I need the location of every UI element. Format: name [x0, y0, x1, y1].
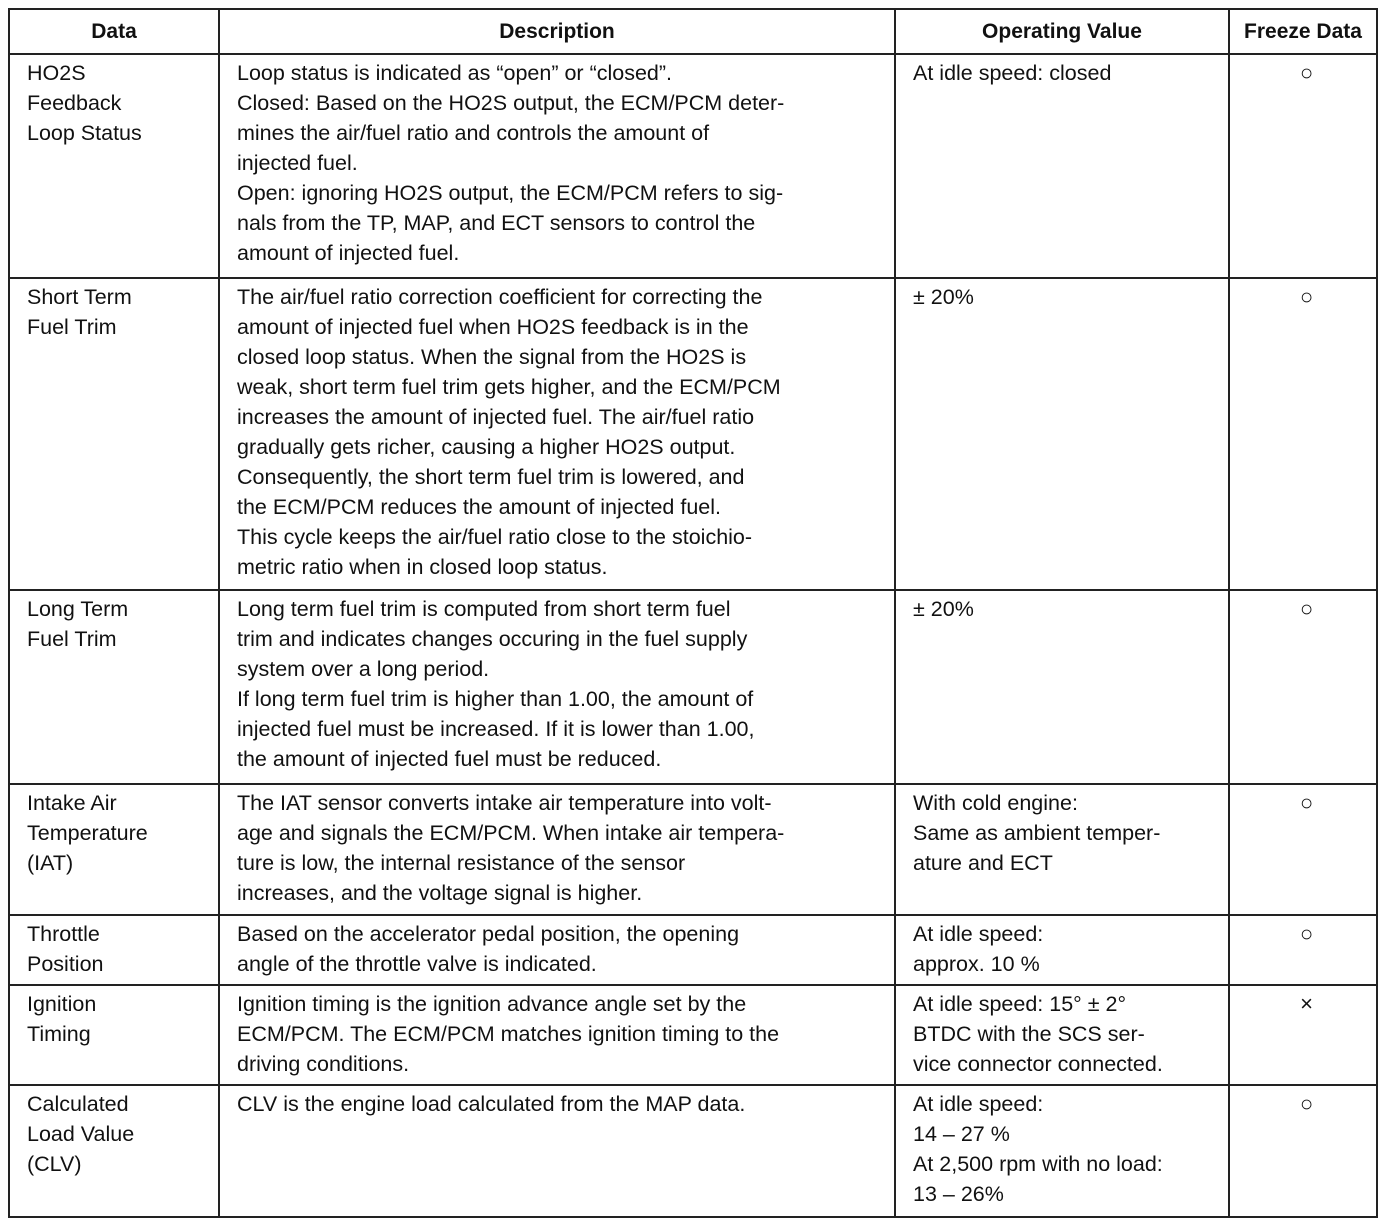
operating-value-cell-line: With cold engine: — [913, 791, 1078, 815]
table-row — [9, 1085, 1377, 1217]
description-cell-line: injected fuel must be increased. If it is lower than 1.00, — [237, 717, 755, 741]
header-freeze-data: Freeze Data — [1229, 9, 1377, 54]
data-cell-line: Throttle — [27, 922, 100, 946]
description-cell-line: angle of the throttle valve is indicated. — [237, 952, 597, 976]
data-cell-line: (CLV) — [27, 1152, 82, 1176]
description-cell-line: Loop status is indicated as “open” or “closed”. — [237, 61, 673, 85]
operating-value-cell — [895, 915, 1229, 985]
data-cell-line: Loop Status — [27, 121, 142, 145]
description-cell-line: ture is low, the internal resistance of the sensor — [237, 851, 686, 875]
description-cell-line: metric ratio when in closed loop status. — [237, 555, 608, 579]
circle-icon: ○ — [1299, 921, 1314, 946]
data-cell — [9, 278, 219, 590]
operating-value-cell-line: BTDC with the SCS ser- — [913, 1022, 1145, 1046]
operating-value-cell-line: ± 20% — [913, 285, 974, 309]
description-cell-line: If long term fuel trim is higher than 1.00, the amount of — [237, 687, 754, 711]
description-cell-line: ECM/PCM. The ECM/PCM matches ignition timing to the — [237, 1022, 780, 1046]
data-cell-line: Position — [27, 952, 104, 976]
operating-value-cell-line: At 2,500 rpm with no load: — [913, 1152, 1163, 1176]
data-cell-line: Temperature — [27, 821, 148, 845]
header-row — [9, 9, 1377, 54]
freeze-data-cell — [1229, 1085, 1377, 1217]
description-cell-line: increases, and the voltage signal is higher. — [237, 881, 643, 905]
description-cell-line: system over a long period. — [237, 657, 490, 681]
operating-value-cell-line: Same as ambient temper- — [913, 821, 1161, 845]
operating-value-cell-line: At idle speed: — [913, 1092, 1044, 1116]
circle-icon: ○ — [1299, 60, 1314, 85]
description-cell-line: Open: ignoring HO2S output, the ECM/PCM refers to sig- — [237, 181, 784, 205]
data-cell — [9, 985, 219, 1085]
operating-value-cell — [895, 784, 1229, 915]
operating-value-cell — [895, 985, 1229, 1085]
header-operating-value: Operating Value — [895, 9, 1229, 54]
description-cell-line: The air/fuel ratio correction coefficient for correcting the — [237, 285, 763, 309]
description-cell-line: amount of injected fuel when HO2S feedback is in the — [237, 315, 749, 339]
description-cell — [219, 278, 895, 590]
operating-value-cell-line: 14 – 27 % — [913, 1122, 1010, 1146]
operating-value-cell — [895, 590, 1229, 784]
description-cell-line: the ECM/PCM reduces the amount of injected fuel. — [237, 495, 721, 519]
data-cell — [9, 590, 219, 784]
description-cell-line: This cycle keeps the air/fuel ratio close to the stoichio- — [237, 525, 753, 549]
freeze-data-cell — [1229, 985, 1377, 1085]
description-cell-line: mines the air/fuel ratio and controls the amount of — [237, 121, 710, 145]
data-cell-line: Fuel Trim — [27, 315, 117, 339]
data-cell-line: Timing — [27, 1022, 91, 1046]
description-cell-line: Closed: Based on the HO2S output, the ECM/PCM deter- — [237, 91, 785, 115]
freeze-data-table — [8, 8, 1378, 1218]
table-row — [9, 278, 1377, 590]
description-cell-line: injected fuel. — [237, 151, 358, 175]
data-cell — [9, 54, 219, 278]
table-row — [9, 985, 1377, 1085]
operating-value-cell-line: At idle speed: closed — [913, 61, 1112, 85]
freeze-data-cell — [1229, 590, 1377, 784]
data-cell — [9, 1085, 219, 1217]
circle-icon: ○ — [1299, 284, 1314, 309]
operating-value-cell-line: At idle speed: — [913, 922, 1044, 946]
table-row — [9, 54, 1377, 278]
description-cell — [219, 985, 895, 1085]
description-cell — [219, 784, 895, 915]
freeze-data-cell — [1229, 915, 1377, 985]
data-cell-line: Short Term — [27, 285, 132, 309]
operating-value-cell-line: At idle speed: 15° ± 2° — [913, 992, 1127, 1016]
data-cell — [9, 784, 219, 915]
description-cell-line: nals from the TP, MAP, and ECT sensors to control the — [237, 211, 756, 235]
description-cell-line: trim and indicates changes occuring in the fuel supply — [237, 627, 748, 651]
description-cell-line: amount of injected fuel. — [237, 241, 460, 265]
circle-icon: ○ — [1299, 790, 1314, 815]
operating-value-cell-line: vice connector connected. — [913, 1052, 1163, 1076]
table-row — [9, 590, 1377, 784]
operating-value-cell-line: ature and ECT — [913, 851, 1053, 875]
description-cell-line: The IAT sensor converts intake air temperature into volt- — [237, 791, 772, 815]
description-cell-line: CLV is the engine load calculated from the MAP data. — [237, 1092, 746, 1116]
table-row — [9, 915, 1377, 985]
description-cell-line: Consequently, the short term fuel trim is lowered, and — [237, 465, 745, 489]
description-cell-line: Long term fuel trim is computed from short term fuel — [237, 597, 731, 621]
description-cell-line: Ignition timing is the ignition advance angle set by the — [237, 992, 747, 1016]
freeze-data-cell — [1229, 278, 1377, 590]
description-cell — [219, 54, 895, 278]
data-cell — [9, 915, 219, 985]
operating-value-cell-line: approx. 10 % — [913, 952, 1040, 976]
operating-value-cell — [895, 278, 1229, 590]
circle-icon: ○ — [1299, 596, 1314, 621]
description-cell-line: gradually gets richer, causing a higher HO2S output. — [237, 435, 736, 459]
operating-value-cell-line: ± 20% — [913, 597, 974, 621]
data-cell-line: Load Value — [27, 1122, 135, 1146]
description-cell — [219, 1085, 895, 1217]
description-cell — [219, 915, 895, 985]
description-cell-line: the amount of injected fuel must be reduced. — [237, 747, 662, 771]
data-cell-line: Long Term — [27, 597, 129, 621]
operating-value-cell — [895, 1085, 1229, 1217]
operating-value-cell — [895, 54, 1229, 278]
header-description: Description — [219, 9, 895, 54]
operating-value-cell-line: 13 – 26% — [913, 1182, 1004, 1206]
data-cell-line: HO2S — [27, 61, 86, 85]
description-cell-line: weak, short term fuel trim gets higher, and the ECM/PCM — [237, 375, 781, 399]
data-cell-line: Feedback — [27, 91, 122, 115]
data-cell-line: Ignition — [27, 992, 97, 1016]
description-cell-line: closed loop status. When the signal from the HO2S is — [237, 345, 747, 369]
table-row — [9, 784, 1377, 915]
description-cell-line: Based on the accelerator pedal position, the opening — [237, 922, 740, 946]
description-cell-line: increases the amount of injected fuel. The air/fuel ratio — [237, 405, 755, 429]
circle-icon: ○ — [1299, 1091, 1314, 1116]
description-cell-line: driving conditions. — [237, 1052, 410, 1076]
data-cell-line: Calculated — [27, 1092, 129, 1116]
data-cell-line: (IAT) — [27, 851, 74, 875]
header-data: Data — [9, 9, 219, 54]
description-cell-line: age and signals the ECM/PCM. When intake air tempera- — [237, 821, 785, 845]
freeze-data-cell — [1229, 54, 1377, 278]
description-cell — [219, 590, 895, 784]
data-cell-line: Intake Air — [27, 791, 117, 815]
data-cell-line: Fuel Trim — [27, 627, 117, 651]
freeze-data-cell — [1229, 784, 1377, 915]
cross-icon: × — [1300, 991, 1313, 1016]
